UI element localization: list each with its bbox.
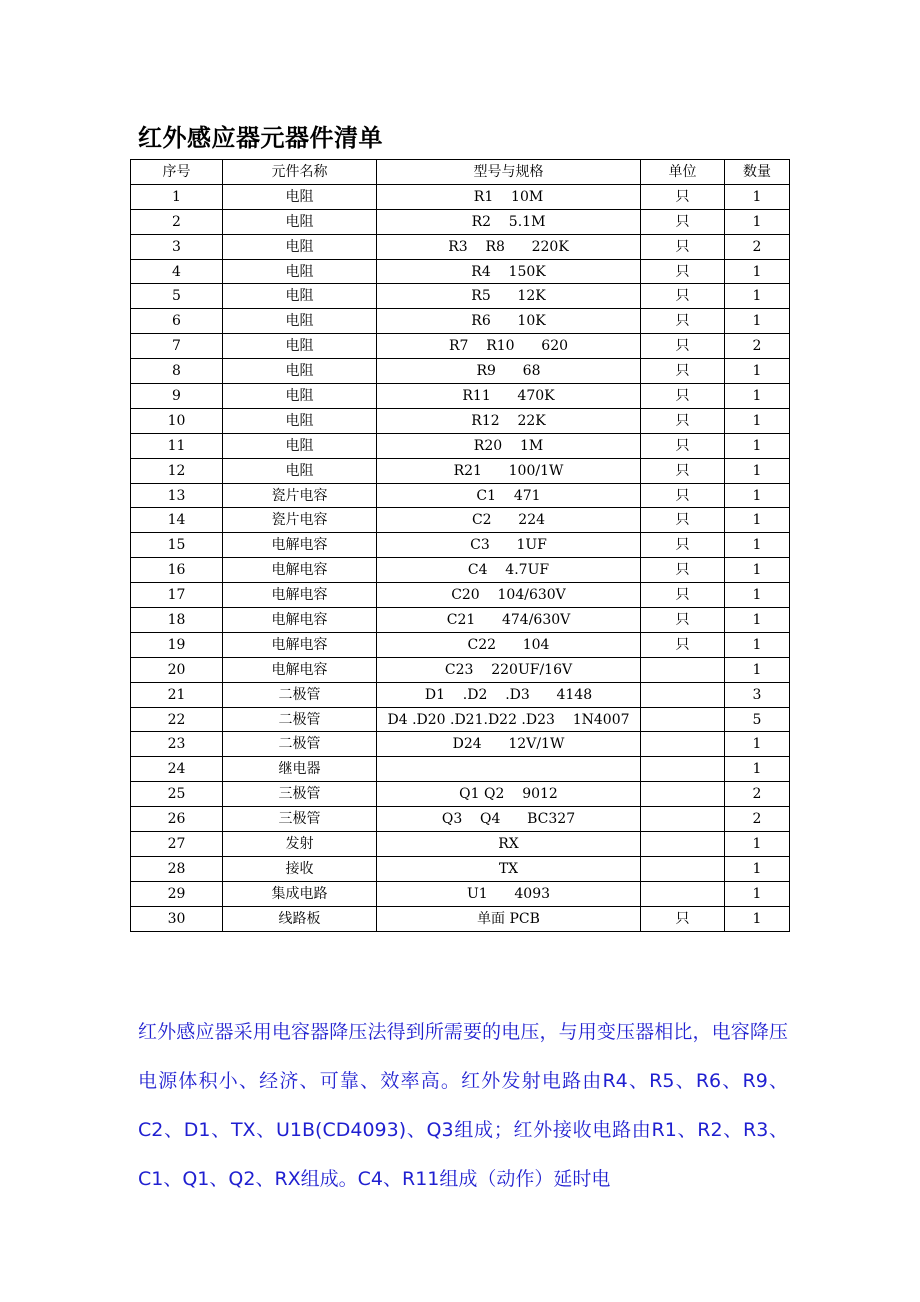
cell-model-spec: R20 1M — [377, 433, 641, 458]
cell-model-spec: R6 10K — [377, 309, 641, 334]
cell-model-spec: R5 12K — [377, 284, 641, 309]
header-row — [131, 160, 790, 185]
cell-unit — [641, 682, 725, 707]
table-row — [131, 608, 790, 633]
cell-quantity: 1 — [725, 458, 790, 483]
cell-index: 18 — [131, 608, 223, 633]
cell-component-name: 瓷片电容 — [223, 508, 377, 533]
cell-quantity: 5 — [725, 707, 790, 732]
table-row — [131, 632, 790, 657]
cell-quantity: 1 — [725, 657, 790, 682]
cell-quantity: 2 — [725, 782, 790, 807]
table-row — [131, 757, 790, 782]
cell-unit — [641, 657, 725, 682]
cell-unit: 只 — [641, 533, 725, 558]
cell-unit: 只 — [641, 508, 725, 533]
table-row — [131, 284, 790, 309]
cell-model-spec: TX — [377, 856, 641, 881]
cell-component-name: 继电器 — [223, 757, 377, 782]
cell-component-name: 电解电容 — [223, 608, 377, 633]
cell-unit: 只 — [641, 359, 725, 384]
cell-model-spec: R7 R10 620 — [377, 334, 641, 359]
cell-index: 8 — [131, 359, 223, 384]
cell-component-name: 接收 — [223, 856, 377, 881]
header-component-name: 元件名称 — [223, 160, 377, 185]
table-row — [131, 483, 790, 508]
cell-model-spec: D4 .D20 .D21.D22 .D23 1N4007 — [377, 707, 641, 732]
cell-unit — [641, 782, 725, 807]
table-body — [131, 184, 790, 931]
cell-component-name: 电阻 — [223, 384, 377, 409]
cell-quantity: 1 — [725, 881, 790, 906]
cell-component-name: 二极管 — [223, 707, 377, 732]
cell-unit: 只 — [641, 408, 725, 433]
header-model-spec: 型号与规格 — [377, 160, 641, 185]
cell-model-spec: R11 470K — [377, 384, 641, 409]
cell-index: 24 — [131, 757, 223, 782]
table-row — [131, 184, 790, 209]
cell-index: 23 — [131, 732, 223, 757]
table-row — [131, 408, 790, 433]
header-index: 序号 — [131, 160, 223, 185]
table-row — [131, 782, 790, 807]
cell-component-name: 电阻 — [223, 309, 377, 334]
cell-index: 22 — [131, 707, 223, 732]
cell-index: 6 — [131, 309, 223, 334]
cell-model-spec: C23 220UF/16V — [377, 657, 641, 682]
cell-model-spec — [377, 757, 641, 782]
cell-quantity: 1 — [725, 408, 790, 433]
cell-quantity: 1 — [725, 558, 790, 583]
document-title: 红外感应器元器件清单 — [138, 124, 383, 152]
cell-component-name: 电解电容 — [223, 583, 377, 608]
table-row — [131, 334, 790, 359]
cell-quantity: 1 — [725, 384, 790, 409]
cell-model-spec: D24 12V/1W — [377, 732, 641, 757]
table-row — [131, 309, 790, 334]
cell-component-name: 三极管 — [223, 782, 377, 807]
cell-unit: 只 — [641, 906, 725, 931]
table-row — [131, 856, 790, 881]
cell-index: 21 — [131, 682, 223, 707]
cell-component-name: 线路板 — [223, 906, 377, 931]
cell-component-name: 电解电容 — [223, 657, 377, 682]
cell-unit — [641, 807, 725, 832]
cell-quantity: 1 — [725, 508, 790, 533]
cell-index: 19 — [131, 632, 223, 657]
cell-model-spec: R4 150K — [377, 259, 641, 284]
table-row — [131, 682, 790, 707]
header-quantity: 数量 — [725, 160, 790, 185]
table-row — [131, 209, 790, 234]
cell-unit: 只 — [641, 632, 725, 657]
table-row — [131, 657, 790, 682]
cell-component-name: 电阻 — [223, 259, 377, 284]
cell-component-name: 电阻 — [223, 184, 377, 209]
cell-unit: 只 — [641, 558, 725, 583]
table-row — [131, 259, 790, 284]
table-row — [131, 881, 790, 906]
cell-component-name: 电阻 — [223, 284, 377, 309]
cell-unit: 只 — [641, 334, 725, 359]
cell-index: 10 — [131, 408, 223, 433]
table-row — [131, 558, 790, 583]
cell-quantity: 1 — [725, 906, 790, 931]
table-row — [131, 707, 790, 732]
table-row — [131, 433, 790, 458]
cell-quantity: 1 — [725, 433, 790, 458]
cell-unit: 只 — [641, 209, 725, 234]
cell-model-spec: Q1 Q2 9012 — [377, 782, 641, 807]
cell-index: 17 — [131, 583, 223, 608]
cell-index: 1 — [131, 184, 223, 209]
cell-model-spec: Q3 Q4 BC327 — [377, 807, 641, 832]
cell-quantity: 1 — [725, 483, 790, 508]
table-row — [131, 384, 790, 409]
cell-index: 15 — [131, 533, 223, 558]
cell-model-spec: C4 4.7UF — [377, 558, 641, 583]
cell-component-name: 电阻 — [223, 234, 377, 259]
cell-component-name: 电解电容 — [223, 533, 377, 558]
cell-unit: 只 — [641, 384, 725, 409]
cell-model-spec: R1 10M — [377, 184, 641, 209]
table-row — [131, 906, 790, 931]
cell-index: 5 — [131, 284, 223, 309]
cell-index: 16 — [131, 558, 223, 583]
cell-index: 4 — [131, 259, 223, 284]
cell-unit: 只 — [641, 483, 725, 508]
table-header — [131, 160, 790, 185]
cell-unit: 只 — [641, 234, 725, 259]
cell-index: 25 — [131, 782, 223, 807]
cell-index: 13 — [131, 483, 223, 508]
cell-component-name: 电阻 — [223, 334, 377, 359]
cell-unit — [641, 732, 725, 757]
cell-unit: 只 — [641, 259, 725, 284]
cell-index: 30 — [131, 906, 223, 931]
table-row — [131, 583, 790, 608]
cell-quantity: 1 — [725, 732, 790, 757]
cell-unit: 只 — [641, 433, 725, 458]
header-unit: 单位 — [641, 160, 725, 185]
cell-model-spec: C21 474/630V — [377, 608, 641, 633]
cell-quantity: 1 — [725, 359, 790, 384]
table-row — [131, 832, 790, 857]
table-row — [131, 807, 790, 832]
cell-quantity: 1 — [725, 832, 790, 857]
cell-index: 26 — [131, 807, 223, 832]
cell-model-spec: C1 471 — [377, 483, 641, 508]
cell-model-spec: R21 100/1W — [377, 458, 641, 483]
cell-quantity: 1 — [725, 856, 790, 881]
cell-component-name: 电阻 — [223, 433, 377, 458]
cell-quantity: 2 — [725, 334, 790, 359]
table-row — [131, 359, 790, 384]
cell-model-spec: C22 104 — [377, 632, 641, 657]
cell-quantity: 1 — [725, 632, 790, 657]
cell-model-spec: D1 .D2 .D3 4148 — [377, 682, 641, 707]
table-row — [131, 234, 790, 259]
cell-component-name: 电解电容 — [223, 632, 377, 657]
cell-index: 20 — [131, 657, 223, 682]
cell-component-name: 二极管 — [223, 732, 377, 757]
cell-unit — [641, 707, 725, 732]
cell-index: 12 — [131, 458, 223, 483]
cell-quantity: 1 — [725, 583, 790, 608]
cell-unit: 只 — [641, 309, 725, 334]
cell-quantity: 1 — [725, 284, 790, 309]
cell-unit: 只 — [641, 458, 725, 483]
cell-component-name: 电阻 — [223, 209, 377, 234]
cell-quantity: 2 — [725, 234, 790, 259]
cell-component-name: 电阻 — [223, 359, 377, 384]
cell-index: 9 — [131, 384, 223, 409]
cell-unit: 只 — [641, 184, 725, 209]
cell-index: 29 — [131, 881, 223, 906]
cell-unit: 只 — [641, 284, 725, 309]
cell-unit — [641, 881, 725, 906]
cell-component-name: 集成电路 — [223, 881, 377, 906]
cell-index: 3 — [131, 234, 223, 259]
cell-model-spec: 单面 PCB — [377, 906, 641, 931]
cell-model-spec: R2 5.1M — [377, 209, 641, 234]
cell-unit — [641, 832, 725, 857]
cell-quantity: 1 — [725, 309, 790, 334]
cell-index: 2 — [131, 209, 223, 234]
cell-model-spec: R9 68 — [377, 359, 641, 384]
cell-model-spec: C20 104/630V — [377, 583, 641, 608]
cell-unit — [641, 856, 725, 881]
cell-quantity: 1 — [725, 184, 790, 209]
cell-quantity: 1 — [725, 533, 790, 558]
table-row — [131, 732, 790, 757]
cell-index: 7 — [131, 334, 223, 359]
cell-component-name: 电阻 — [223, 408, 377, 433]
cell-index: 11 — [131, 433, 223, 458]
table-row — [131, 508, 790, 533]
cell-model-spec: R3 R8 220K — [377, 234, 641, 259]
table-row — [131, 458, 790, 483]
cell-quantity: 1 — [725, 757, 790, 782]
circuit-description: 红外感应器采用电容器降压法得到所需要的电压，与用变压器相比，电容降压电源体积小、经济、可靠、效率高。红外发射电路由R4、R5、R6、R9、C2、D1、TX、U1B(CD4093)、Q3组成；红外接收电路由R1、R2、R3、C1、Q1、Q2、RX组成。C4、R11组成（动作）延时电 — [138, 1021, 788, 1190]
cell-index: 28 — [131, 856, 223, 881]
cell-index: 27 — [131, 832, 223, 857]
cell-model-spec: R12 22K — [377, 408, 641, 433]
cell-quantity: 2 — [725, 807, 790, 832]
table-row — [131, 533, 790, 558]
cell-unit: 只 — [641, 583, 725, 608]
cell-unit — [641, 757, 725, 782]
cell-unit: 只 — [641, 608, 725, 633]
cell-index: 14 — [131, 508, 223, 533]
cell-model-spec: C2 224 — [377, 508, 641, 533]
cell-component-name: 电阻 — [223, 458, 377, 483]
cell-model-spec: C3 1UF — [377, 533, 641, 558]
cell-quantity: 3 — [725, 682, 790, 707]
component-table — [130, 159, 790, 932]
cell-quantity: 1 — [725, 608, 790, 633]
cell-component-name: 二极管 — [223, 682, 377, 707]
cell-quantity: 1 — [725, 209, 790, 234]
cell-quantity: 1 — [725, 259, 790, 284]
cell-model-spec: U1 4093 — [377, 881, 641, 906]
cell-model-spec: RX — [377, 832, 641, 857]
cell-component-name: 发射 — [223, 832, 377, 857]
cell-component-name: 三极管 — [223, 807, 377, 832]
cell-component-name: 电解电容 — [223, 558, 377, 583]
cell-component-name: 瓷片电容 — [223, 483, 377, 508]
